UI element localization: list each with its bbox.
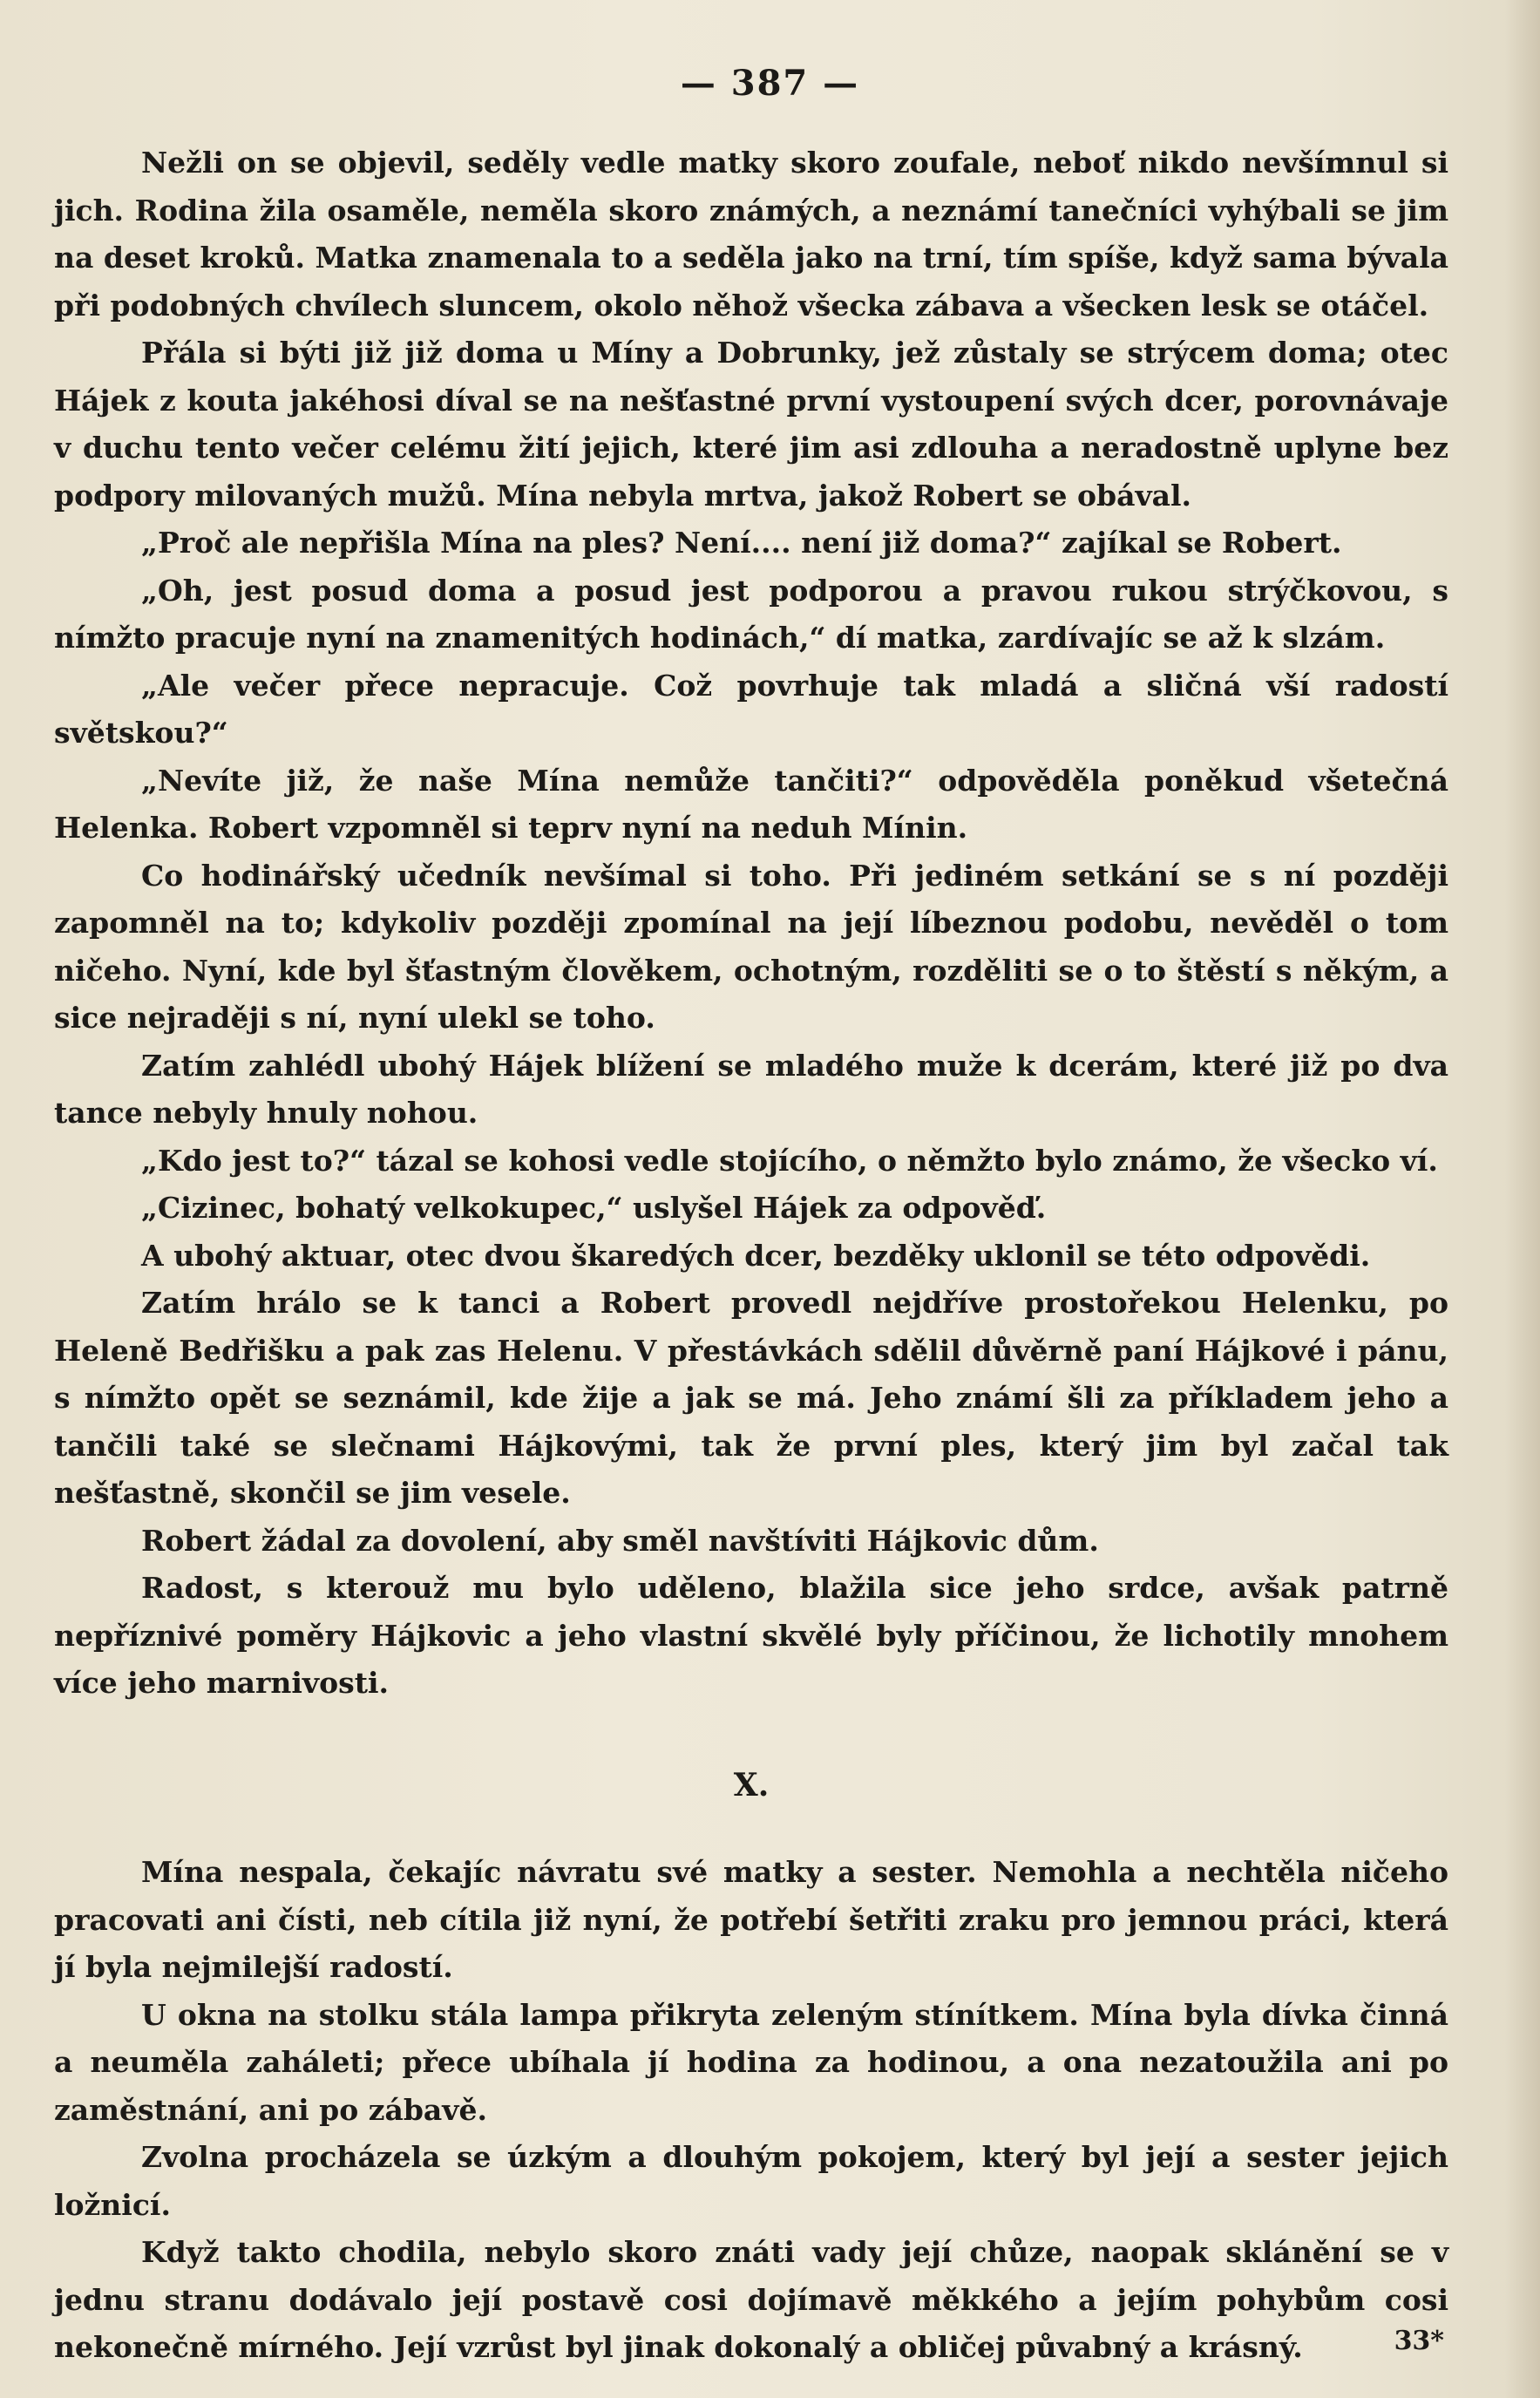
paragraph: Přála si býti již již doma u Míny a Dobrunky, jež zůstaly se strýcem doma; otec Hájek z kouta jakéhosi díval se na nešťastné první vystoupení svých dcer, porovnávaje v duchu tento večer celému žití jejich, které jim asi zdlouha a neradostně uplyne bez podpory milovaných mužů. Mína nebyla mrtva, jakož Robert se obával. [54,336,1448,513]
paragraph: Zatím zahlédl ubohý Hájek blížení se mladého muže k dcerám, které již po dva tance nebyly hnuly nohou. [54,1048,1448,1130]
paragraph: Nežli on se objevil, seděly vedle matky skoro zoufale, neboť nikdo nevšímnul si jich. Rodina žila osaměle, neměla skoro známých, a neznámí tanečníci vyhýbali se jim na deset kroků. Matka znamenala to a seděla jako na trní, tím spíše, když sama bývala při podobných chvílech sluncem, okolo něhož všecka zábava a všecken lesk se otáčel. [54,146,1448,323]
paragraph: „Nevíte již, že naše Mína nemůže tančiti?“ odpověděla poněkud všetečná Helenka. Robert vzpomněl si teprv nyní na neduh Mínin. [54,763,1448,845]
paragraph: Zvolna procházela se úzkým a dlouhým pokojem, který byl její a sester jejich ložnicí. [54,2140,1448,2222]
paragraph: „Ale večer přece nepracuje. Což povrhuje tak mladá a sličná vší radostí světskou?“ [54,668,1448,750]
chapter-heading: X. [733,1766,770,1804]
paragraph: Zatím hrálo se k tanci a Robert provedl nejdříve prostořekou Helenku, po Heleně Bedřišku a pak zas Helenu. V přestávkách sdělil důvěrně paní Hájkové i pánu, s nímžto opět se seznámil, kde žije a jak se má. Jeho známí šli za příkladem jeho a tančili také se slečnami Hájkovými, tak že první ples, který jim byl začal tak nešťastně, skončil se jim vesele. [54,1286,1448,1510]
paragraph: Mína nespala, čekajíc návratu své matky a sester. Nemohla a nechtěla ničeho pracovati ani čísti, neb cítila již nyní, že potřebí šetřiti zraku pro jemnou práci, která jí byla nejmilejší radostí. [54,1855,1448,1984]
paragraph: Když takto chodila, nebylo skoro znáti vady její chůze, naopak sklánění se v jednu stranu dodávalo její postavě cosi dojímavě měkkého a jejím pohybům cosi nekonečně mírného. Její vzrůst byl jinak dokonalý a obličej půvabný a krásný. [54,2235,1448,2364]
paragraph: Robert žádal za dovolení, aby směl navštíviti Hájkovic dům. [141,1523,1099,1558]
paragraph: Co hodinářský učedník nevšímal si toho. Při jediném setkání se s ní později zapomněl na to; kdykoliv později zpomínal na její líbeznou podobu, nevěděl o tom ničeho. Nyní, kde byl šťastným člověkem, ochotným, rozděliti se o to štěstí s někým, a sice nejraději s ní, nyní ulekl se toho. [54,858,1448,1035]
page-number-header: — 387 — [680,63,860,104]
paragraph: A ubohý aktuar, otec dvou škaredých dcer, bezděky uklonil se této odpovědi. [141,1238,1371,1273]
body-text [54,139,1448,2372]
paragraph: „Kdo jest to?“ tázal se kohosi vedle stojícího, o němžto bylo známo, že všecko ví. [141,1143,1438,1178]
page-edge-shadow [1505,0,1540,2398]
paragraph: Radost, s kterouž mu bylo uděleno, blažila sice jeho srdce, avšak patrně nepříznivé poměry Hájkovic a jeho vlastní skvělé byly příčinou, že lichotily mnohem více jeho marnivosti. [54,1571,1448,1700]
paragraph: U okna na stolku stála lampa přikryta zeleným stínítkem. Mína byla dívka činná a neuměla zaháleti; přece ubíhala jí hodina za hodinou, a ona nezatoužila ani po zaměstnání, ani po zábavě. [54,1997,1448,2127]
paragraph: „Proč ale nepřišla Mína na ples? Není.... není již doma?“ zajíkal se Robert. [141,526,1342,560]
paragraph: „Oh, jest posud doma a posud jest podporou a pravou rukou strýčkovou, s nímžto pracuje nyní na znamenitých hodinách,“ dí matka, zardívajíc se až k slzám. [54,573,1448,655]
signature-mark: 33* [1394,2326,1444,2356]
paragraph: „Cizinec, bohatý velkokupec,“ uslyšel Hájek za odpověď. [141,1191,1047,1225]
